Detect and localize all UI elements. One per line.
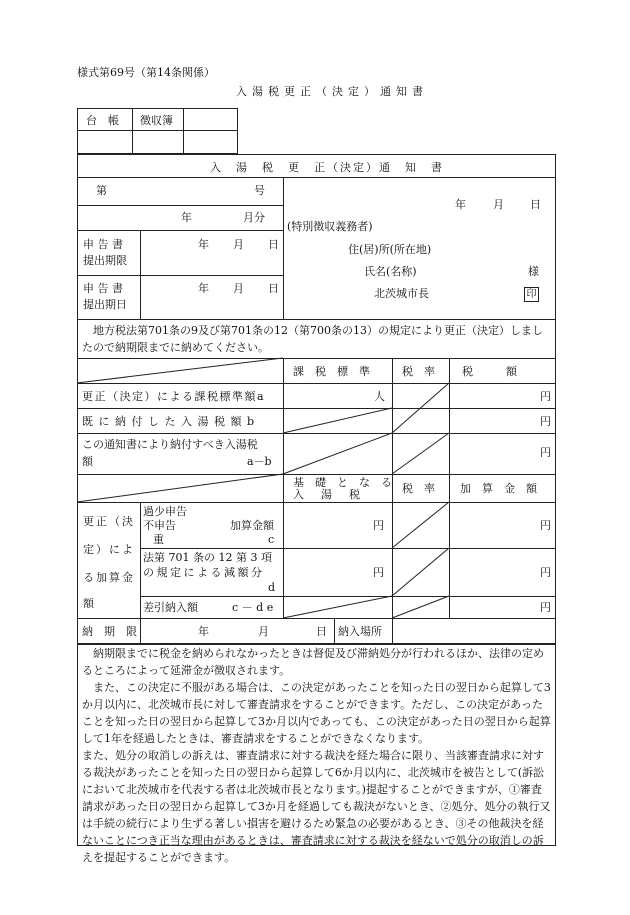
deadline-day: 日 [268, 238, 279, 251]
deadline-year: 年 [198, 238, 209, 251]
address-label: 住(居)所(所在地) [348, 243, 432, 256]
row-c-label-2: 額 [82, 455, 93, 468]
col-tax-base: 課 税 標 準 [293, 365, 370, 378]
period-year: 年 [181, 211, 192, 224]
notice-day: 日 [530, 198, 541, 211]
net-formula: c － d e [232, 601, 274, 614]
col-tax-amount: 税 額 [462, 365, 517, 378]
d-label: d [268, 581, 276, 594]
row-c-formula: a－b [247, 455, 272, 468]
row-a-tax-unit: 円 [540, 390, 551, 403]
side-label-2: 定）によ [83, 543, 135, 556]
note-paragraph-1: 納期限までに税金を納められなかったときは督促及び滞納処分が行われるほか、法律の定めるところによって延滞金が徴収されます。 [82, 647, 544, 677]
row-a-label: 更正（決定）による課税標準額a [82, 390, 266, 403]
c-label: c [268, 533, 275, 546]
notice-title: 入 湯 税 更 正（決定）通 知 書 [210, 161, 444, 174]
honorific: 様 [528, 265, 539, 278]
payment-place-label: 納入場所 [338, 625, 382, 638]
submit-day: 日 [268, 282, 279, 295]
reduction-label-2: の規定による減額分 [143, 566, 265, 579]
notice-year: 年 [455, 198, 466, 211]
row-b-label: 既に納付した入湯税額b [82, 415, 260, 428]
due-date-label: 納 期 限 [82, 625, 137, 638]
submit-month: 月 [233, 282, 244, 295]
deadline-label-1: 申 告 書 [83, 238, 123, 251]
due-month: 月 [258, 625, 269, 638]
due-day: 日 [316, 625, 327, 638]
net-payment-label: 差引納入額 [143, 601, 198, 614]
legal-basis-text: 地方税法第701条の9及び第701条の12（第700条の13）の規定により更正（決定）しましたので納期限までに納めてください。 [82, 324, 543, 354]
row-c-label-1: この通知書により納付すべき入湯税 [82, 438, 258, 451]
mayor-label: 北茨城市長 [374, 287, 429, 300]
document-title: 入湯税更正（決定）通知書 [236, 85, 428, 98]
r1-base-unit: 円 [373, 519, 384, 532]
r1-amount-unit: 円 [540, 519, 551, 532]
name-label: 氏名(名称) [364, 265, 417, 278]
reduction-label-1: 法第 701 条の 12 第 3 項 [143, 551, 272, 564]
ledger-label: 台 帳 [86, 114, 119, 127]
row-b-unit: 円 [540, 415, 551, 428]
side-label-1: 更正（決 [83, 515, 135, 528]
under-report-label: 過少申告 [143, 505, 187, 518]
row-a-unit: 人 [374, 390, 385, 403]
submit-label-2: 提出期日 [83, 298, 127, 311]
col-surcharge: 加 算 金 額 [460, 482, 537, 495]
seal-icon: 印 [524, 287, 539, 302]
collection-book-label: 徴収簿 [140, 114, 173, 127]
deadline-label-2: 提出期限 [83, 254, 127, 267]
col-rate-2: 税 率 [402, 482, 435, 495]
note-paragraph-2: また、この決定に不服がある場合は、この決定があったことを知った日の翌日から起算して3か月以内に、北茨城市長に対して審査請求をすることができます。ただし、この決定があったことを知った日の翌日から起算して3か月以内であっても、この決定があった日の翌日から起算して1年を経過したときは、審査請求をすることができなくなります。 [82, 681, 551, 745]
due-year: 年 [198, 625, 209, 638]
r2-amount-unit: 円 [540, 566, 551, 579]
heavy-label: 重 [153, 533, 164, 546]
net-unit: 円 [540, 601, 551, 614]
form-number: 様式第69号（第14条関係） [77, 66, 215, 79]
col-base-tax-2: 入 湯 税 [293, 488, 363, 501]
note-paragraph-3: また、処分の取消しの訴えは、審査請求に対する裁決を経た場合に限り、当該審査請求に対する裁決があったことを知った日の翌日から起算して6か月以内に、北茨城市を被告として(訴訟において北茨城市を代表する者は北茨城市長となります。)提起することができますが、①審査請求があった日の翌日から起算して3か月を経過しても裁決がないとき、②処分、処分の執行又は手続の続行により生ずる著しい損害を避けるため緊急の必要があるとき、③その他裁決を経ないことにつき正当な理由があるときは、審査請求に対する裁決を経ないで処分の取消しの訴えを提起することができます。 [82, 749, 551, 864]
submit-year: 年 [198, 282, 209, 295]
side-label-3: る加算金 [83, 571, 135, 584]
surcharge-amount-label: 加算金額 [230, 519, 274, 532]
submit-label-1: 申 告 書 [83, 282, 123, 295]
col-base-tax-1: 基 礎 と な る [293, 476, 392, 489]
number-prefix: 第 [96, 184, 107, 197]
row-c-unit: 円 [540, 446, 551, 459]
deadline-month: 月 [233, 238, 244, 251]
special-obligor-label: (特別徴収義務者) [287, 220, 373, 233]
r2-base-unit: 円 [373, 566, 384, 579]
col-tax-rate: 税 率 [402, 365, 435, 378]
number-suffix: 号 [254, 184, 265, 197]
notice-month: 月 [493, 198, 504, 211]
no-report-label: 不申告 [143, 519, 176, 532]
period-month: 月分 [243, 211, 265, 224]
side-label-4: 額 [83, 597, 94, 610]
